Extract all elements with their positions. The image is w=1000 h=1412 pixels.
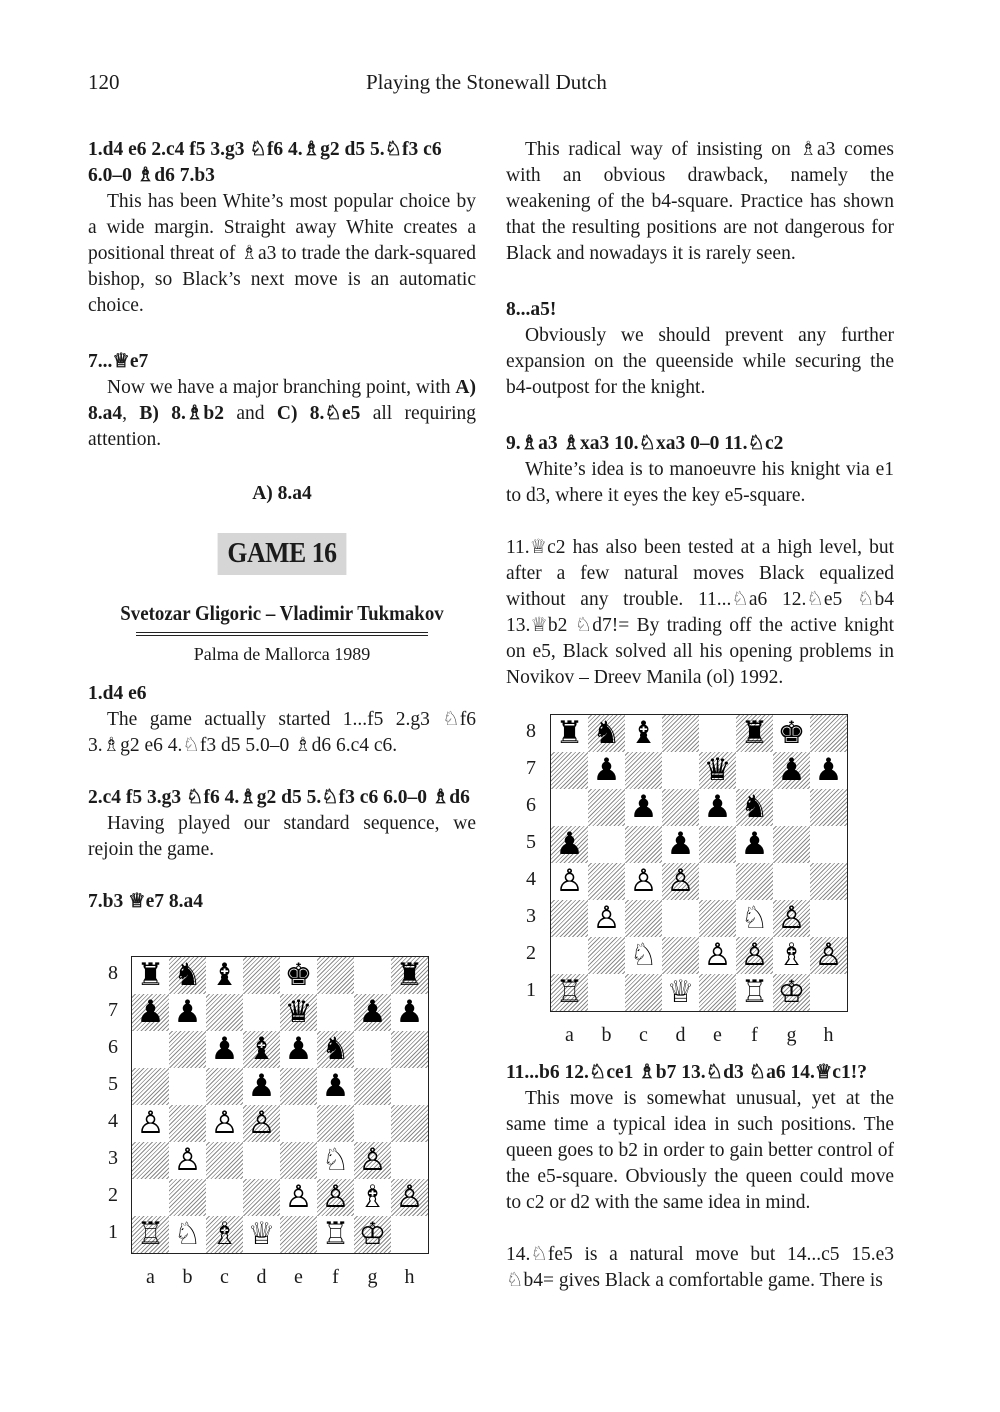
square-d6: ♝ [243,1031,280,1068]
file-label: e [713,1024,722,1046]
square-a3 [551,900,588,937]
square-b1 [588,974,625,1011]
square-h4 [391,1105,428,1142]
square-d5: ♟ [666,826,695,862]
square-e4 [280,1105,317,1142]
square-b5 [169,1068,206,1105]
square-e3 [280,1142,317,1179]
square-h5 [391,1068,428,1105]
section-heading: A) 8.a4 [252,483,312,504]
move-line: 2.c4 f5 3.g3 ♘f6 4.♗g2 d5 5.♘f3 c6 6.0–0 ♗d6 [88,787,470,808]
file-label: c [639,1024,648,1046]
file-label: b [601,1024,612,1046]
square-f4 [317,1105,354,1142]
square-e7: ♛ [699,752,736,789]
paragraph: Obviously we should prevent any further expansion on the queenside while securing the b4-outpost for the knight. [506,325,894,398]
square-a7 [551,752,588,789]
paragraph: This move is somewhat unusual, yet at the same time a typical idea in such positions. The queen goes to b2 in order to gain better control of the e5-square. Obviously the queen could move to c2 or d2 with the same idea in mind. [506,1088,894,1213]
square-a8: ♜ [555,715,584,751]
square-d6 [662,789,699,826]
square-h8: ♜ [391,957,428,994]
square-e3 [699,900,736,937]
rank-label: 8 [526,720,536,742]
square-g6 [773,789,810,826]
rank-label: 3 [108,1147,118,1169]
paragraph: Now we have a major branching point, with A) 8.a4, B) 8.♗b2 and C) 8.♘e5 all requiring attention. [88,377,477,450]
file-label: d [675,1024,686,1046]
move-line: 9.♗a3 ♗xa3 10.♘xa3 0–0 11.♘c2 [506,433,784,454]
square-c4: ♙ [210,1105,239,1141]
square-c8: ♝ [210,957,239,993]
square-g4 [773,863,810,900]
paragraph: The game actually started 1...f5 2.g3 ♘f6 3.♗g2 e6 4.♘f3 d5 5.0–0 ♗d6 6.c4 c6. [88,709,476,756]
file-label: a [565,1024,574,1046]
square-h7: ♟ [814,752,843,788]
file-label: b [182,1266,193,1288]
square-c8: ♝ [629,715,658,751]
square-b3: ♙ [592,900,621,936]
square-h3 [391,1142,428,1179]
right-column-lower [506,1060,894,1294]
square-e2: ♙ [284,1179,313,1215]
players: Svetozar Gligoric – Vladimir Tukmakov [120,601,444,625]
square-c3 [625,900,662,937]
square-b2 [169,1179,206,1216]
paragraph: Having played our standard sequence, we rejoin the game. [88,813,476,860]
square-h8 [810,715,847,752]
square-b8: ♞ [169,957,206,994]
move-line: 8...a5! [506,299,557,320]
square-g5 [354,1068,391,1105]
square-d7 [662,752,699,789]
square-b7: ♟ [592,752,621,788]
rank-label: 4 [108,1110,118,1132]
square-h6 [391,1031,428,1068]
rank-label: 6 [108,1036,118,1058]
square-e1 [280,1216,317,1253]
square-f3: ♘ [321,1142,350,1178]
square-h2: ♙ [391,1179,428,1216]
square-c6: ♟ [210,1031,239,1067]
square-a8: ♜ [136,957,165,993]
square-e1 [699,974,736,1011]
move-line: 11...b6 12.♘ce1 ♗b7 13.♘d3 ♘a6 14.♕c1!? [506,1062,867,1083]
square-b4 [588,863,625,900]
paragraph: This radical way of insisting on ♗a3 comes with an obvious drawback, namely the weakening of the b4-square. Practice has shown that the resulting positions are not dangerous for Black and nowadays it is rarely seen. [506,139,894,264]
file-label: e [294,1266,303,1288]
square-h1 [810,974,847,1011]
square-b6 [588,789,625,826]
square-d4: ♙ [662,863,699,900]
square-c1 [625,974,662,1011]
square-f7 [317,994,354,1031]
square-a6 [551,789,588,826]
square-a5: ♟ [551,826,588,863]
move-line: 7...♕e7 [88,351,149,372]
move-line: 1.d4 e6 2.c4 f5 3.g3 ♘f6 4.♗g2 d5 5.♘f3 c6 6.0–0 ♗d6 7.b3 [88,139,442,186]
square-h3 [810,900,847,937]
square-a4: ♙ [555,863,584,899]
square-f5: ♟ [321,1068,350,1104]
file-label: g [786,1024,797,1046]
file-label: c [220,1266,229,1288]
square-f8 [317,957,354,994]
square-d3 [662,900,699,937]
event: Palma de Mallorca 1989 [193,644,371,664]
game-label: GAME 16 [218,533,347,575]
paragraph: 11.♕c2 has also been tested at a high level, but after a few natural moves Black equalized without any trouble. 11...♘a6 12.♘e5 ♘b4 13.♕b2 ♘d7!= By trading off the active knight on e5, Black solved all his opening problems in Novikov – Dreev Manila (ol) 1992. [506,537,894,688]
chess-board [131,956,429,1254]
square-b5 [588,826,625,863]
square-g2: ♗ [777,937,806,973]
rank-label: 6 [526,794,536,816]
paragraph: This has been White’s most popular choice by a wide margin. Straight away White creates a positional threat of ♗a3 to trade the dark-squared bishop, so Black’s next move is an automatic choice. [88,191,476,316]
square-d2 [662,937,699,974]
square-a2 [551,937,588,974]
square-a1: ♖ [132,1216,169,1253]
page-number: 120 [88,70,120,94]
square-c2: ♘ [629,937,658,973]
square-c6: ♟ [629,789,658,825]
square-f1: ♖ [321,1216,350,1252]
rank-label: 5 [108,1073,118,1095]
square-f4 [736,863,773,900]
file-label: f [751,1024,758,1046]
square-f6: ♞ [317,1031,354,1068]
square-a2 [132,1179,169,1216]
file-label: f [332,1266,339,1288]
square-a5 [132,1068,169,1105]
square-g1: ♔ [773,974,810,1011]
rank-label: 7 [526,757,536,779]
square-d7 [243,994,280,1031]
square-a4: ♙ [136,1105,165,1141]
rank-label: 1 [526,979,536,1001]
divider [136,632,428,636]
square-c1: ♗ [206,1216,243,1253]
square-d4: ♙ [243,1105,280,1142]
square-f2: ♙ [317,1179,354,1216]
square-b8: ♞ [588,715,625,752]
square-g5 [773,826,810,863]
square-c2 [206,1179,243,1216]
rank-label: 3 [526,905,536,927]
square-d8 [662,715,699,752]
square-f7 [736,752,773,789]
square-h5 [810,826,847,863]
square-g6 [354,1031,391,1068]
rank-label: 4 [526,868,536,890]
paragraph: 14.♘fe5 is a natural move but 14...c5 15.e3 ♘b4= gives Black a comfortable game. There is [506,1244,894,1291]
file-label: h [823,1024,834,1046]
square-f2: ♙ [736,937,773,974]
square-h6 [810,789,847,826]
square-d8 [243,957,280,994]
square-b1: ♘ [173,1216,202,1252]
square-f8: ♜ [736,715,773,752]
square-d1: ♕ [666,974,695,1010]
square-c4: ♙ [629,863,658,899]
square-e5 [280,1068,317,1105]
square-e4 [699,863,736,900]
square-e7: ♛ [280,994,317,1031]
square-g7: ♟ [354,994,391,1031]
square-h4 [810,863,847,900]
square-f1: ♖ [740,974,769,1010]
chess-board [550,714,848,1012]
square-f5: ♟ [740,826,769,862]
square-d2 [243,1179,280,1216]
square-e6: ♟ [703,789,732,825]
square-c7 [625,752,662,789]
file-label: d [256,1266,267,1288]
square-g1: ♔ [354,1216,391,1253]
square-a1: ♖ [551,974,588,1011]
square-f3: ♘ [740,900,769,936]
square-h2: ♙ [810,937,847,974]
file-label: h [404,1266,415,1288]
square-e2: ♙ [703,937,732,973]
square-a6 [132,1031,169,1068]
rank-label: 2 [526,942,536,964]
file-label: g [367,1266,378,1288]
square-g2: ♗ [358,1179,387,1215]
square-a3 [132,1142,169,1179]
square-h1 [391,1216,428,1253]
paragraph: White’s idea is to manoeuvre his knight via e1 to d3, where it eyes the key e5-square. [506,459,894,506]
square-c3 [206,1142,243,1179]
right-column [506,137,894,691]
square-b6 [169,1031,206,1068]
square-e6: ♟ [284,1031,313,1067]
square-g3: ♙ [773,900,810,937]
square-g7: ♟ [773,752,810,789]
square-g3: ♙ [354,1142,391,1179]
left-column [88,137,476,915]
square-d1: ♕ [247,1216,276,1252]
square-e8: ♚ [284,957,313,993]
square-g8: ♚ [777,715,806,751]
square-f6: ♞ [736,789,773,826]
square-b4 [169,1105,206,1142]
running-title: Playing the Stonewall Dutch [366,70,607,94]
rank-label: 8 [108,962,118,984]
square-c5 [206,1068,243,1105]
move-line: 1.d4 e6 [88,683,147,704]
rank-label: 2 [108,1184,118,1206]
square-e8 [699,715,736,752]
rank-label: 5 [526,831,536,853]
square-b3: ♙ [173,1142,202,1178]
rank-label: 1 [108,1221,118,1243]
square-e5 [699,826,736,863]
move-line: 7.b3 ♕e7 8.a4 [88,891,203,912]
square-d3 [243,1142,280,1179]
square-g4 [354,1105,391,1142]
square-c7 [206,994,243,1031]
square-d5: ♟ [247,1068,276,1104]
rank-label: 7 [108,999,118,1021]
square-c5 [625,826,662,863]
square-h7: ♟ [395,994,424,1030]
square-b2 [588,937,625,974]
square-b7: ♟ [173,994,202,1030]
square-a7: ♟ [132,994,169,1031]
square-g8 [354,957,391,994]
file-label: a [146,1266,155,1288]
